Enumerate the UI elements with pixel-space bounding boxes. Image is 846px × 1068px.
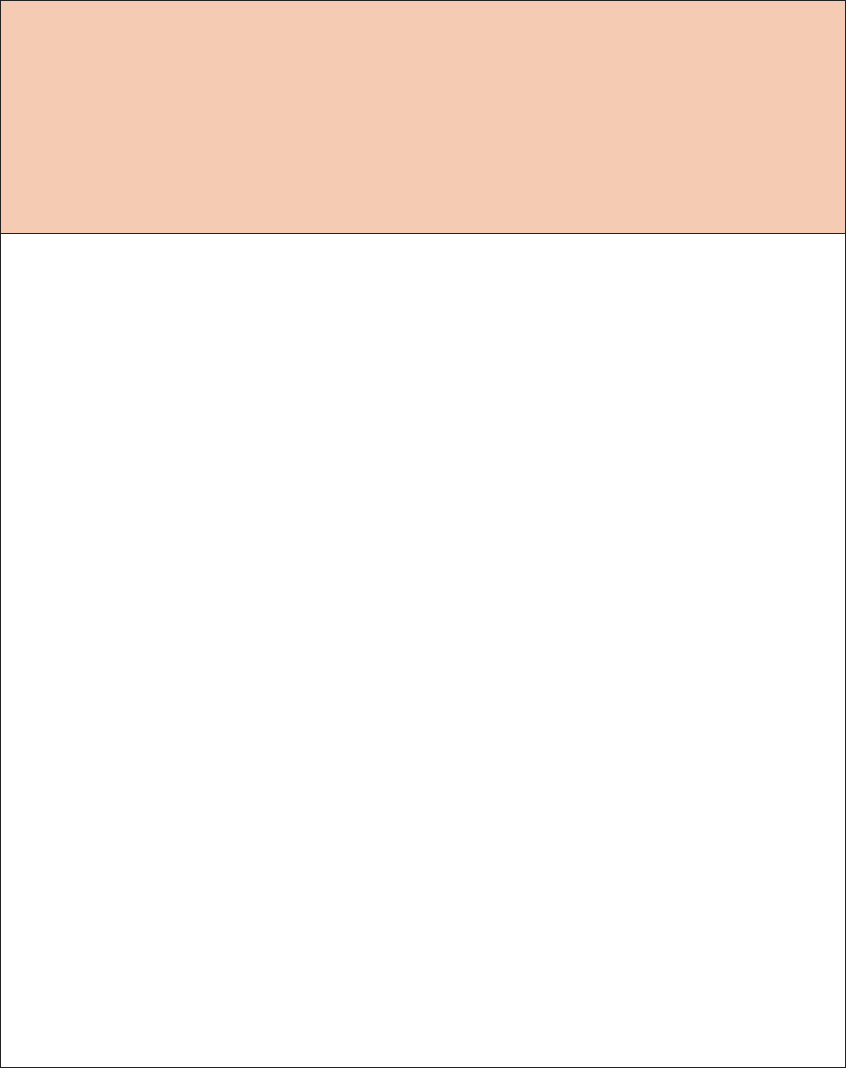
page-title: [1, 9, 845, 79]
table-header: [1, 131, 845, 234]
header: [1, 1, 845, 132]
subtitle: [1, 81, 845, 121]
table-body: [1, 233, 845, 989]
footnote: [1, 989, 845, 1067]
